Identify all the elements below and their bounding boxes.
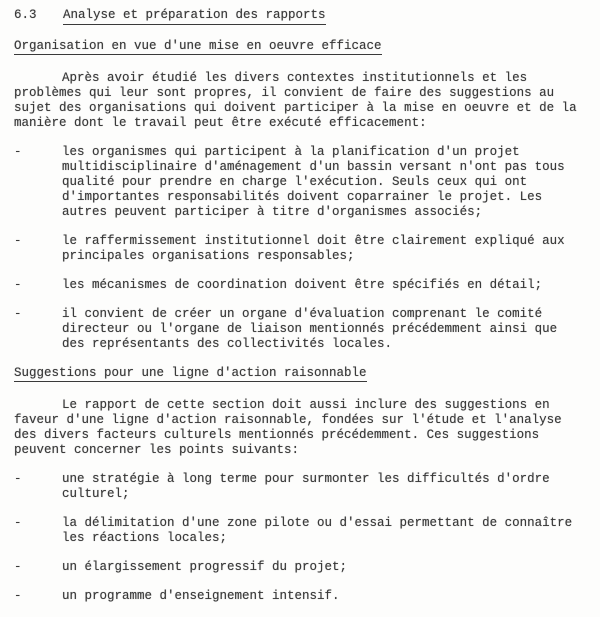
body-paragraph xyxy=(14,71,588,131)
text-line: les mécanismes de coordination doivent être spécifiés en détail; xyxy=(62,278,543,292)
section-heading xyxy=(14,8,588,25)
text-line: les organismes qui participent à la planification d'un projet xyxy=(62,145,520,159)
text-line: des représentants des collectivités locales. xyxy=(62,337,393,351)
list-item-text xyxy=(62,307,588,352)
list-dash-marker: - xyxy=(14,145,22,159)
list-item xyxy=(14,234,588,264)
section-title: Analyse et préparation des rapports xyxy=(63,8,326,25)
subsection-heading xyxy=(14,366,588,381)
text-line: principales organisations responsables; xyxy=(62,249,355,263)
list-item-text xyxy=(62,589,588,604)
list-item-text xyxy=(62,278,588,293)
subsection-title: Organisation en vue d'une mise en oeuvre efficace xyxy=(14,39,382,53)
list-dash-marker: - xyxy=(14,278,22,292)
list-dash-marker: - xyxy=(14,589,22,603)
list-item-text xyxy=(62,472,588,502)
list-dash-marker: - xyxy=(14,307,22,321)
list-dash-marker: - xyxy=(14,472,22,486)
text-line: faveur d'une ligne d'action raisonnable, fondées sur l'étude et l'analyse xyxy=(14,413,562,427)
list-item xyxy=(14,589,588,604)
list-item xyxy=(14,472,588,502)
text-line: un élargissement progressif du projet; xyxy=(62,560,348,574)
text-line: manière dont le travail peut être exécuté efficacement: xyxy=(14,116,427,130)
list-item xyxy=(14,145,588,220)
text-line: Après avoir étudié les divers contextes institutionnels et les xyxy=(62,71,528,85)
list-item xyxy=(14,560,588,575)
text-line: il convient de créer un organe d'évaluation comprenant le comité xyxy=(62,307,543,321)
list-item-text xyxy=(62,145,588,220)
text-line: problèmes qui leur sont propres, il convient de faire des suggestions au xyxy=(14,86,555,100)
text-line: multidisciplinaire d'aménagement d'un bassin versant n'ont pas tous xyxy=(62,160,565,174)
text-line: d'importantes responsabilités doivent coparrainer le projet. Les xyxy=(62,190,543,204)
text-line: une stratégie à long terme pour surmonter les difficultés d'ordre xyxy=(62,472,550,486)
text-line: un programme d'enseignement intensif. xyxy=(62,589,340,603)
list-item xyxy=(14,516,588,546)
list-item xyxy=(14,307,588,352)
text-line: qualité pour prendre en charge l'exécution. Seuls ceux qui ont xyxy=(62,175,528,189)
text-line: sujet des organisations qui doivent participer à la mise en oeuvre et de la xyxy=(14,101,577,115)
text-line: peuvent concerner les points suivants: xyxy=(14,443,300,457)
list-dash-marker: - xyxy=(14,516,22,530)
list-dash-marker: - xyxy=(14,234,22,248)
text-line: Le rapport de cette section doit aussi inclure des suggestions en xyxy=(62,398,550,412)
list-item-text xyxy=(62,560,588,575)
text-line: autres peuvent participer à titre d'organismes associés; xyxy=(62,205,483,219)
subsection-title: Suggestions pour une ligne d'action raisonnable xyxy=(14,366,367,380)
text-line: directeur ou l'organe de liaison mentionnés précédemment ainsi que xyxy=(62,322,558,336)
text-line: les réactions locales; xyxy=(62,531,228,545)
text-line: la délimitation d'une zone pilote ou d'essai permettant de connaître xyxy=(62,516,573,530)
list-item xyxy=(14,278,588,293)
text-line: le raffermissement institutionnel doit être clairement expliqué aux xyxy=(62,234,565,248)
body-paragraph xyxy=(14,398,588,458)
list-item-text xyxy=(62,516,588,546)
section-number: 6.3 xyxy=(14,8,37,22)
subsection-heading xyxy=(14,39,588,54)
text-line: des divers facteurs culturels mentionnés précédemment. Ces suggestions xyxy=(14,428,540,442)
text-line: culturel; xyxy=(62,487,130,501)
list-item-text xyxy=(62,234,588,264)
list-dash-marker: - xyxy=(14,560,22,574)
